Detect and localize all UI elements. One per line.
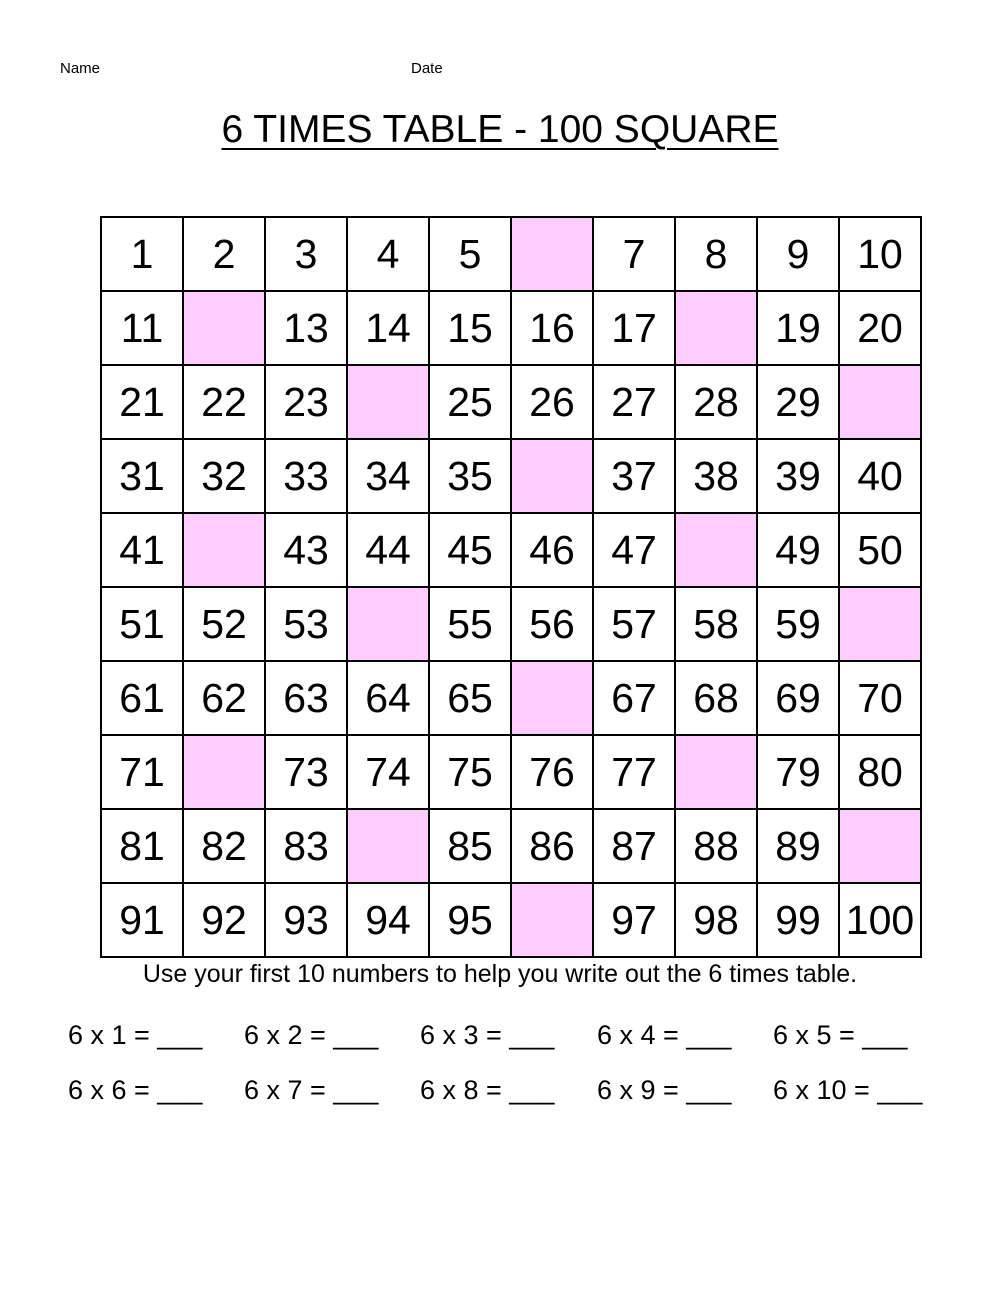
grid-cell: 92 bbox=[183, 883, 265, 957]
grid-cell: 10 bbox=[839, 217, 921, 291]
grid-cell: 25 bbox=[429, 365, 511, 439]
grid-cell: 49 bbox=[757, 513, 839, 587]
grid-row bbox=[101, 439, 921, 513]
grid-cell: 21 bbox=[101, 365, 183, 439]
instruction-text: Use your first 10 numbers to help you write out the 6 times table. bbox=[142, 960, 858, 988]
grid-cell: 8 bbox=[675, 217, 757, 291]
grid-cell: 1 bbox=[101, 217, 183, 291]
grid-cell-highlighted[interactable] bbox=[675, 291, 757, 365]
grid-cell-highlighted[interactable] bbox=[511, 439, 593, 513]
grid-cell: 45 bbox=[429, 513, 511, 587]
grid-cell: 76 bbox=[511, 735, 593, 809]
grid-cell: 55 bbox=[429, 587, 511, 661]
grid-cell: 41 bbox=[101, 513, 183, 587]
grid-cell-highlighted[interactable] bbox=[511, 217, 593, 291]
grid-cell-highlighted[interactable] bbox=[347, 809, 429, 883]
grid-cell: 86 bbox=[511, 809, 593, 883]
grid-cell: 3 bbox=[265, 217, 347, 291]
grid-cell: 4 bbox=[347, 217, 429, 291]
grid-cell: 40 bbox=[839, 439, 921, 513]
page-title: 6 TIMES TABLE - 100 SQUARE bbox=[221, 108, 779, 151]
grid-cell: 29 bbox=[757, 365, 839, 439]
grid-row bbox=[101, 735, 921, 809]
grid-cell: 70 bbox=[839, 661, 921, 735]
fact-6x4[interactable]: 6 x 4 = ___ bbox=[597, 1020, 732, 1050]
grid-cell: 74 bbox=[347, 735, 429, 809]
grid-cell: 62 bbox=[183, 661, 265, 735]
grid-cell: 38 bbox=[675, 439, 757, 513]
grid-cell: 31 bbox=[101, 439, 183, 513]
grid-cell: 75 bbox=[429, 735, 511, 809]
grid-cell: 69 bbox=[757, 661, 839, 735]
grid-cell-highlighted[interactable] bbox=[183, 735, 265, 809]
fact-6x5[interactable]: 6 x 5 = ___ bbox=[773, 1020, 908, 1050]
grid-cell-highlighted[interactable] bbox=[183, 291, 265, 365]
grid-cell: 95 bbox=[429, 883, 511, 957]
grid-cell: 67 bbox=[593, 661, 675, 735]
grid-cell: 77 bbox=[593, 735, 675, 809]
grid-cell: 2 bbox=[183, 217, 265, 291]
grid-cell: 83 bbox=[265, 809, 347, 883]
grid-cell: 100 bbox=[839, 883, 921, 957]
grid-cell: 97 bbox=[593, 883, 675, 957]
grid-cell: 59 bbox=[757, 587, 839, 661]
grid-cell: 82 bbox=[183, 809, 265, 883]
grid-cell: 17 bbox=[593, 291, 675, 365]
grid-cell: 89 bbox=[757, 809, 839, 883]
grid-cell: 44 bbox=[347, 513, 429, 587]
grid-cell: 33 bbox=[265, 439, 347, 513]
grid-cell: 32 bbox=[183, 439, 265, 513]
grid-cell: 50 bbox=[839, 513, 921, 587]
grid-cell: 71 bbox=[101, 735, 183, 809]
grid-cell: 56 bbox=[511, 587, 593, 661]
fact-6x9[interactable]: 6 x 9 = ___ bbox=[597, 1075, 732, 1105]
name-label: Name bbox=[60, 60, 101, 77]
grid-cell: 35 bbox=[429, 439, 511, 513]
fact-6x1[interactable]: 6 x 1 = ___ bbox=[68, 1020, 203, 1050]
grid-cell: 88 bbox=[675, 809, 757, 883]
grid-row bbox=[101, 291, 921, 365]
grid-cell: 22 bbox=[183, 365, 265, 439]
grid-cell: 85 bbox=[429, 809, 511, 883]
grid-cell: 27 bbox=[593, 365, 675, 439]
grid-cell: 7 bbox=[593, 217, 675, 291]
grid-cell-highlighted[interactable] bbox=[347, 365, 429, 439]
grid-cell: 81 bbox=[101, 809, 183, 883]
grid-cell: 9 bbox=[757, 217, 839, 291]
grid-cell: 53 bbox=[265, 587, 347, 661]
grid-cell: 16 bbox=[511, 291, 593, 365]
grid-row bbox=[101, 217, 921, 291]
grid-cell-highlighted[interactable] bbox=[675, 513, 757, 587]
grid-cell: 15 bbox=[429, 291, 511, 365]
grid-cell: 73 bbox=[265, 735, 347, 809]
grid-cell: 5 bbox=[429, 217, 511, 291]
date-label: Date bbox=[411, 60, 443, 77]
grid-cell: 65 bbox=[429, 661, 511, 735]
grid-cell: 98 bbox=[675, 883, 757, 957]
fact-6x2[interactable]: 6 x 2 = ___ bbox=[244, 1020, 379, 1050]
grid-cell: 64 bbox=[347, 661, 429, 735]
grid-cell: 52 bbox=[183, 587, 265, 661]
grid-cell: 14 bbox=[347, 291, 429, 365]
grid-cell: 11 bbox=[101, 291, 183, 365]
grid-cell-highlighted[interactable] bbox=[183, 513, 265, 587]
grid-cell-highlighted[interactable] bbox=[839, 365, 921, 439]
grid-cell: 68 bbox=[675, 661, 757, 735]
grid-cell: 46 bbox=[511, 513, 593, 587]
grid-cell: 94 bbox=[347, 883, 429, 957]
grid-row bbox=[101, 883, 921, 957]
grid-row bbox=[101, 661, 921, 735]
grid-cell-highlighted[interactable] bbox=[839, 809, 921, 883]
grid-cell: 13 bbox=[265, 291, 347, 365]
grid-cell: 57 bbox=[593, 587, 675, 661]
grid-cell: 28 bbox=[675, 365, 757, 439]
fact-6x6[interactable]: 6 x 6 = ___ bbox=[68, 1075, 203, 1105]
grid-cell: 79 bbox=[757, 735, 839, 809]
grid-cell-highlighted[interactable] bbox=[511, 661, 593, 735]
grid-cell: 37 bbox=[593, 439, 675, 513]
grid-row bbox=[101, 513, 921, 587]
grid-cell: 58 bbox=[675, 587, 757, 661]
hundred-square-grid bbox=[100, 216, 922, 958]
grid-row bbox=[101, 809, 921, 883]
fact-6x3[interactable]: 6 x 3 = ___ bbox=[420, 1020, 555, 1050]
grid-cell: 51 bbox=[101, 587, 183, 661]
fact-6x10[interactable]: 6 x 10 = ___ bbox=[773, 1075, 923, 1105]
grid-cell: 99 bbox=[757, 883, 839, 957]
grid-cell: 87 bbox=[593, 809, 675, 883]
fact-6x8[interactable]: 6 x 8 = ___ bbox=[420, 1075, 555, 1105]
grid-cell: 34 bbox=[347, 439, 429, 513]
fact-6x7[interactable]: 6 x 7 = ___ bbox=[244, 1075, 379, 1105]
grid-cell: 20 bbox=[839, 291, 921, 365]
grid-cell: 39 bbox=[757, 439, 839, 513]
grid-cell-highlighted[interactable] bbox=[347, 587, 429, 661]
grid-row bbox=[101, 365, 921, 439]
grid-cell: 91 bbox=[101, 883, 183, 957]
grid-cell-highlighted[interactable] bbox=[839, 587, 921, 661]
grid-cell: 43 bbox=[265, 513, 347, 587]
grid-cell: 47 bbox=[593, 513, 675, 587]
grid-cell: 19 bbox=[757, 291, 839, 365]
grid-cell: 61 bbox=[101, 661, 183, 735]
grid-cell: 26 bbox=[511, 365, 593, 439]
grid-cell: 23 bbox=[265, 365, 347, 439]
grid-cell: 63 bbox=[265, 661, 347, 735]
grid-cell: 80 bbox=[839, 735, 921, 809]
grid-cell-highlighted[interactable] bbox=[511, 883, 593, 957]
grid-row bbox=[101, 587, 921, 661]
grid-cell-highlighted[interactable] bbox=[675, 735, 757, 809]
grid-cell: 93 bbox=[265, 883, 347, 957]
